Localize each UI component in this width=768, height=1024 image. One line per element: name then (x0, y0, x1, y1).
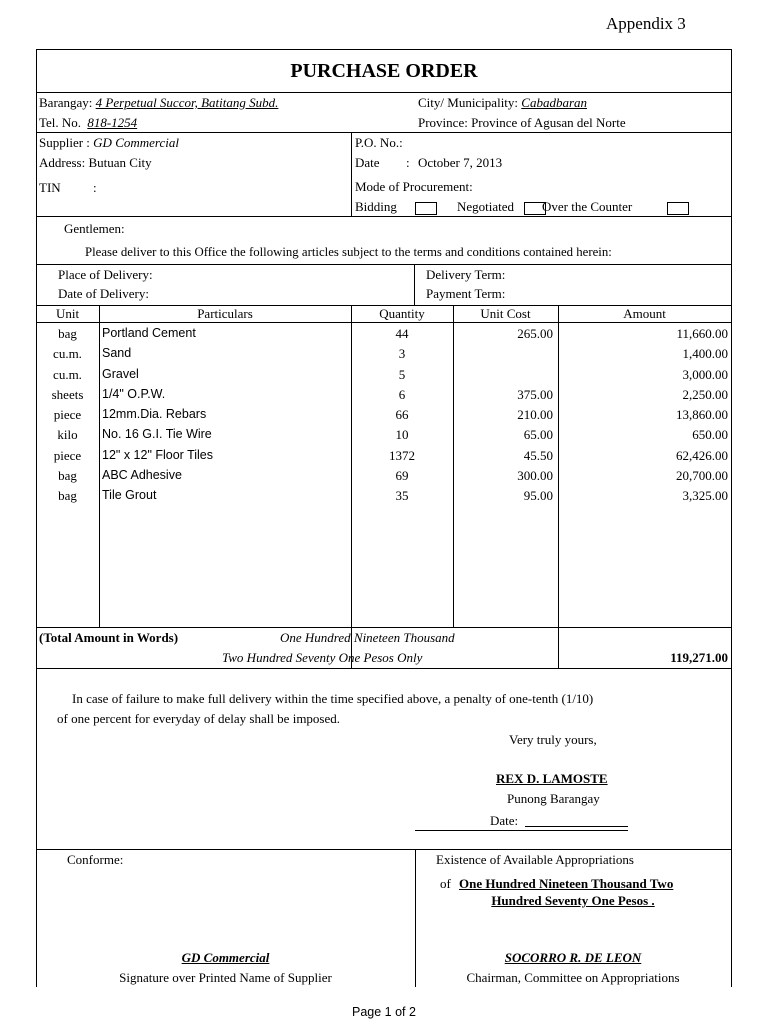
cell-amount: 62,426.00 (676, 447, 728, 463)
cell-particulars: 12mm.Dia. Rebars (102, 407, 207, 421)
total-words-line1: One Hundred Nineteen Thousand (280, 630, 455, 645)
document-title: PURCHASE ORDER (290, 60, 478, 82)
cell-unit-cost: 210.00 (517, 407, 553, 422)
conforme-label: Conforme: (67, 852, 124, 867)
over-the-counter-checkbox[interactable] (667, 202, 689, 215)
appropriations-amount-line2: Hundred Seventy One Pesos . (491, 893, 655, 908)
penalty-text-line2: of one percent for everyday of delay shall be imposed. (57, 711, 341, 726)
barangay-field (39, 96, 278, 109)
cell-particulars: Tile Grout (102, 488, 157, 502)
cell-unit: kilo (57, 427, 78, 443)
cell-unit: piece (53, 407, 82, 422)
cell-unit-cost: 375.00 (517, 386, 553, 402)
city-label: City/ Municipality: (418, 95, 519, 110)
po-date-value: October 7, 2013 (418, 155, 503, 170)
cell-unit: sheets (51, 386, 84, 402)
total-words-line2: Two Hundred Seventy One Pesos Only (222, 650, 423, 665)
city-field (418, 96, 587, 109)
cell-particulars: No. 16 G.I. Tie Wire (102, 427, 212, 442)
appropriations-of-label: of (440, 876, 451, 891)
tin-colon: : (93, 180, 97, 195)
cell-quantity: 66 (395, 407, 409, 422)
supplier-signature-name: GD Commercial (181, 950, 270, 965)
cell-amount: 2,250.00 (682, 386, 728, 402)
cell-unit: bag (58, 488, 77, 503)
signature-line (415, 830, 628, 831)
supplier-field (39, 136, 179, 149)
cell-unit-cost: 300.00 (517, 467, 553, 483)
salutation: Gentlemen: (64, 221, 125, 236)
province-label: Province: (418, 115, 468, 130)
col-header-quantity: Quantity (379, 306, 425, 321)
address-label: Address: (39, 155, 86, 170)
supplier-label: Supplier : (39, 135, 90, 150)
cell-unit-cost: 45.50 (523, 447, 553, 463)
cell-particulars: Sand (102, 346, 132, 361)
cell-particulars: Gravel (102, 366, 139, 381)
cell-amount: 20,700.00 (676, 467, 728, 483)
address-value: Butuan City (88, 155, 152, 170)
bidding-checkbox[interactable] (415, 202, 437, 215)
cell-particulars: 12" x 12" Floor Tiles (102, 447, 214, 462)
total-amount: 119,271.00 (670, 650, 728, 665)
tel-label: Tel. No. (39, 115, 82, 130)
col-header-unit-cost: Unit Cost (480, 306, 531, 321)
total-words-label: (Total Amount in Words) (39, 630, 179, 645)
cell-quantity: 44 (395, 326, 409, 341)
po-date-colon: : (406, 155, 410, 170)
cell-unit: bag (58, 467, 77, 483)
cell-unit: piece (53, 447, 82, 463)
cell-unit-cost: 65.00 (523, 427, 553, 443)
col-header-amount: Amount (623, 306, 666, 321)
cell-unit-cost: 95.00 (523, 488, 553, 503)
po-number-label: P.O. No.: (355, 135, 403, 150)
over-the-counter-label: Over the Counter (542, 199, 633, 214)
barangay-label: Barangay: (39, 95, 93, 110)
cell-amount: 1,400.00 (682, 346, 728, 362)
address-field (39, 156, 152, 169)
cell-particulars: ABC Adhesive (102, 467, 182, 482)
cell-unit: bag (58, 326, 77, 341)
supplier-signature-caption: Signature over Printed Name of Supplier (119, 970, 332, 985)
penalty-text-line1: In case of failure to make full delivery within the time specified above, a penalty of one-tenth (1/10) (72, 691, 594, 706)
tin-label: TIN (39, 180, 61, 195)
po-date-label: Date (355, 155, 380, 170)
chairman-name: SOCORRO R. DE LEON (504, 950, 642, 965)
col-header-particulars: Particulars (197, 306, 253, 321)
page-number: Page 1 of 2 (352, 1005, 416, 1019)
barangay-value: 4 Perpetual Succor, Batitang Subd. (95, 95, 279, 110)
signatory-name: REX D. LAMOSTE (496, 771, 608, 786)
signature-date-line[interactable] (525, 826, 628, 827)
tel-value: 818-1254 (87, 115, 138, 130)
cell-quantity: 3 (398, 346, 406, 362)
cell-amount: 3,000.00 (682, 366, 728, 382)
cell-particulars: 1/4" O.P.W. (102, 386, 166, 401)
place-of-delivery-label: Place of Delivery: (58, 267, 153, 282)
cell-quantity: 6 (398, 386, 406, 402)
cell-amount: 13,860.00 (676, 407, 728, 422)
col-header-unit: Unit (55, 306, 80, 321)
cell-quantity: 1372 (389, 447, 415, 463)
cell-quantity: 69 (395, 467, 409, 483)
cell-quantity: 10 (395, 427, 409, 443)
cell-amount: 3,325.00 (682, 488, 728, 503)
signature-date-label: Date: (490, 813, 519, 828)
city-value: Cabadbaran (521, 95, 588, 110)
cell-amount: 11,660.00 (676, 326, 728, 341)
cell-quantity: 5 (398, 366, 406, 382)
province-value: Province of Agusan del Norte (471, 115, 626, 130)
cell-unit: cu.m. (53, 366, 82, 382)
delivery-instruction: Please deliver to this Office the following articles subject to the terms and conditions contained herein: (85, 245, 612, 259)
cell-unit: cu.m. (53, 346, 82, 362)
cell-unit-cost: 265.00 (517, 326, 553, 341)
appropriations-label: Existence of Available Appropriations (436, 852, 634, 867)
payment-term-label: Payment Term: (426, 286, 506, 301)
cell-quantity: 35 (395, 488, 409, 503)
signatory-title: Punong Barangay (507, 791, 600, 806)
cell-particulars: Portland Cement (102, 326, 196, 340)
supplier-value: GD Commercial (93, 135, 179, 150)
cell-amount: 650.00 (692, 427, 728, 443)
bidding-label: Bidding (355, 199, 397, 214)
procurement-mode-label: Mode of Procurement: (355, 179, 473, 194)
province-field (418, 116, 626, 129)
valediction: Very truly yours, (509, 732, 597, 747)
delivery-term-label: Delivery Term: (426, 267, 506, 282)
date-of-delivery-label: Date of Delivery: (58, 286, 149, 301)
tel-field (39, 116, 137, 129)
chairman-title: Chairman, Committee on Appropriations (466, 970, 680, 985)
appendix-label: Appendix 3 (606, 14, 686, 33)
appropriations-amount-line1: One Hundred Nineteen Thousand Two (459, 876, 674, 891)
negotiated-label: Negotiated (457, 199, 515, 214)
